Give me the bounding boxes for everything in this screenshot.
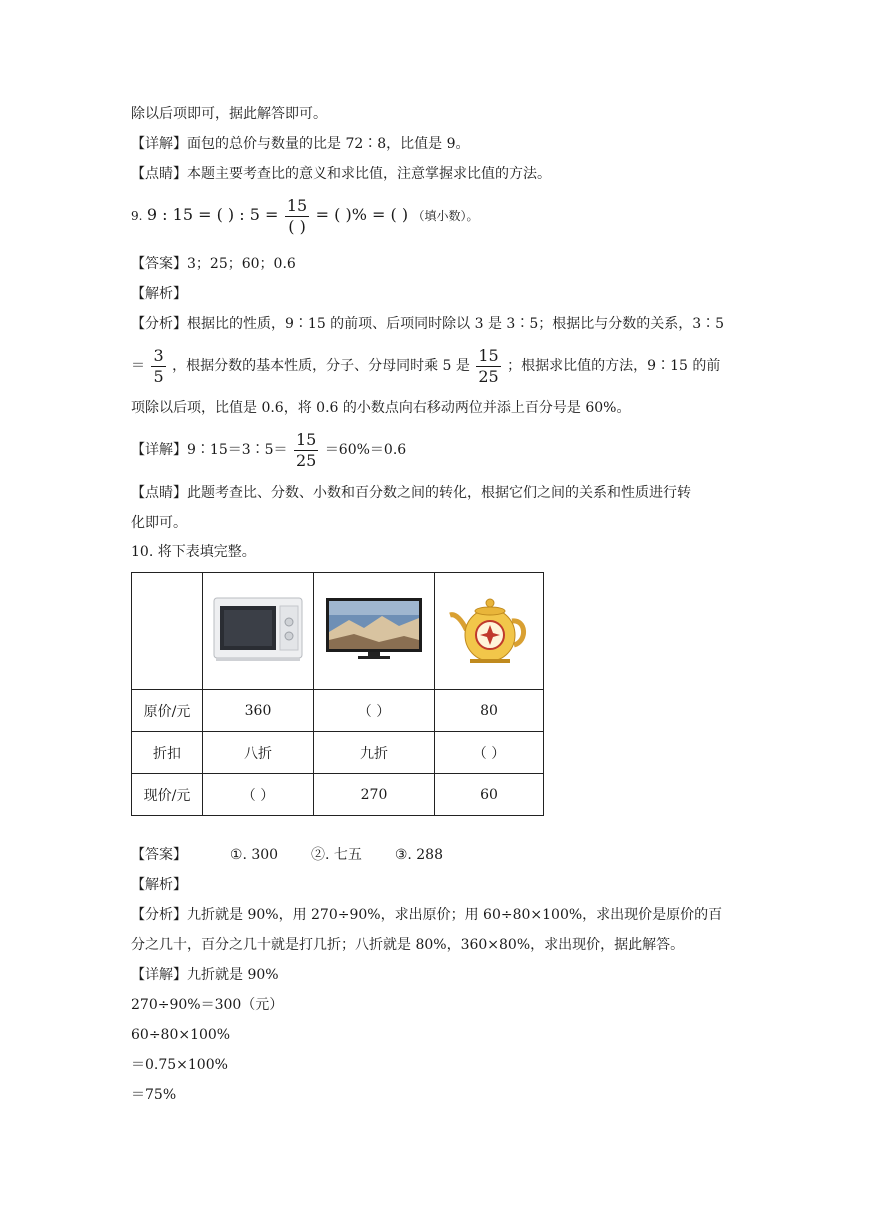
text-span: 【详解】9∶15＝3∶5＝	[131, 442, 288, 458]
question-10-title: 10. 将下表填完整。	[131, 544, 256, 560]
text-span: ＝	[131, 358, 145, 374]
teapot-image-cell	[435, 573, 544, 690]
table-cell: 80	[435, 690, 544, 732]
fraction-denominator: ( )	[288, 216, 306, 236]
fraction-numerator: 3	[153, 345, 164, 365]
answer-item: ③. 288	[394, 847, 443, 863]
answer-line	[131, 845, 443, 865]
equation-part: 9 : 15 = ( ) : 5 =	[146, 205, 279, 224]
fraction	[151, 347, 165, 386]
equation-part: = ( )% = ( )	[315, 205, 409, 224]
table-cell: （ ）	[203, 774, 314, 816]
analysis-line	[131, 344, 720, 388]
detail-line: ＝0.75×100%	[131, 1057, 228, 1073]
tv-image-cell	[314, 573, 435, 690]
section-heading: 【解析】	[131, 286, 187, 302]
fraction-numerator: 15	[478, 345, 499, 365]
answer-item: ②. 七五	[311, 847, 362, 863]
text-span: ，根据分数的基本性质，分子、分母同时乘 5 是	[172, 358, 470, 374]
header-empty-cell	[132, 573, 203, 690]
row-label: 现价/元	[132, 774, 203, 816]
fraction-denominator: 5	[153, 366, 164, 386]
fraction	[294, 431, 318, 470]
analysis-line: 分之几十，百分之几十就是打几折；八折就是 80%，360×80%，求出现价，据此解答。	[131, 937, 685, 953]
detail-line: 270÷90%＝300（元）	[131, 997, 284, 1013]
text-span: ；根据求比值的方法，9∶15 的前	[507, 358, 721, 374]
section-heading: 【解析】	[131, 877, 187, 893]
fraction-numerator: 15	[286, 195, 308, 215]
detail-line: 【详解】九折就是 90%	[131, 967, 279, 983]
fraction-denominator: 25	[296, 450, 317, 470]
analysis-line: 【分析】九折就是 90%，用 270÷90%，求出原价；用 60÷80×100%，求出现价是原价的百	[131, 907, 723, 923]
answer-label: 【答案】	[131, 847, 187, 863]
detail-line	[131, 428, 406, 472]
microwave-icon	[212, 594, 304, 664]
answer-line: 【答案】3；25；60；0.6	[131, 256, 296, 272]
row-label: 原价/元	[132, 690, 203, 732]
question-number: 9.	[131, 209, 143, 223]
text-span: ＝60%＝0.6	[324, 442, 407, 458]
text-line: 【点睛】本题主要考查比的意义和求比值，注意掌握求比值的方法。	[131, 166, 551, 182]
text-line: 【详解】面包的总价与数量的比是 72∶8，比值是 9。	[131, 136, 470, 152]
teapot-icon	[446, 591, 532, 667]
comment-line: 化即可。	[131, 515, 187, 531]
comment-line: 【点睛】此题考查比、分数、小数和百分数之间的转化，根据它们之间的关系和性质进行转	[131, 485, 691, 501]
detail-line: ＝75%	[131, 1087, 177, 1103]
microwave-image-cell	[203, 573, 314, 690]
tv-icon	[324, 596, 424, 662]
fraction	[476, 347, 500, 386]
table-cell: （ ）	[435, 732, 544, 774]
fraction	[285, 197, 309, 236]
analysis-line: 项除以后项，比值是 0.6，将 0.6 的小数点向右移动两位并添上百分号是 60%。	[131, 400, 631, 416]
question-note: （填小数）。	[412, 209, 479, 223]
table-cell: 270	[314, 774, 435, 816]
fraction-denominator: 25	[478, 366, 499, 386]
detail-line: 60÷80×100%	[131, 1027, 231, 1043]
table-cell: 360	[203, 690, 314, 732]
row-label: 折扣	[132, 732, 203, 774]
table-cell: 九折	[314, 732, 435, 774]
table-cell: （ ）	[314, 690, 435, 732]
table-cell: 八折	[203, 732, 314, 774]
analysis-line: 【分析】根据比的性质，9∶15 的前项、后项同时除以 3 是 3∶5；根据比与分数的关系，3∶5	[131, 316, 725, 332]
answer-item: ①. 300	[229, 847, 279, 863]
question-9	[131, 194, 479, 237]
text-line: 除以后项即可，据此解答即可。	[131, 106, 327, 122]
fraction-numerator: 15	[296, 429, 317, 449]
price-table	[131, 572, 544, 816]
table-cell: 60	[435, 774, 544, 816]
